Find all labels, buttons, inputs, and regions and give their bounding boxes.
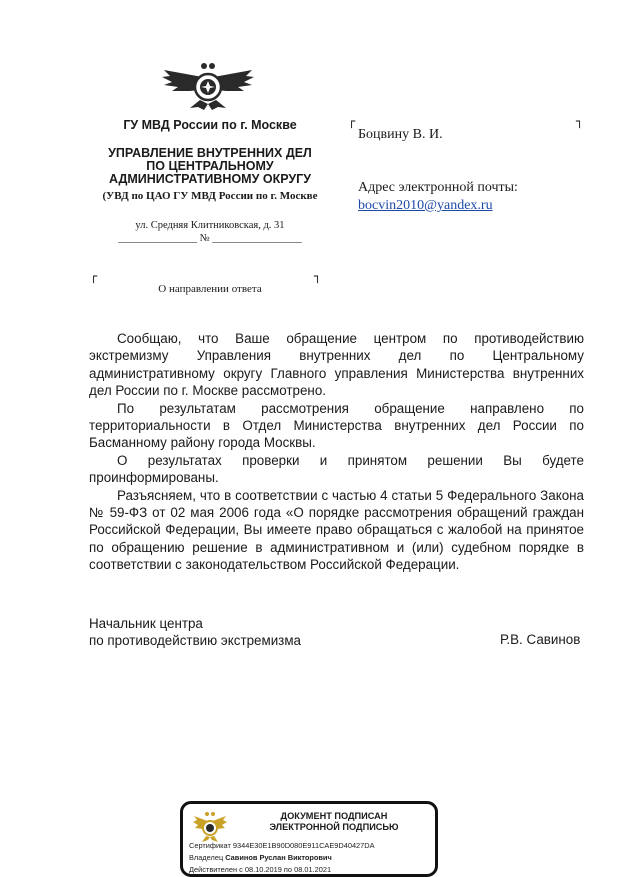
email-label: Адрес электронной почты:: [358, 180, 518, 195]
mvd-emblem: [160, 60, 256, 112]
stamp-title: [235, 811, 433, 833]
org-name: ГУ МВД России по г. Москве: [123, 118, 297, 132]
corner-mark-left: ┌: [90, 269, 98, 283]
recipient-email-link[interactable]: bocvin2010@yandex.ru: [358, 198, 493, 213]
signer-position-line: по противодействию экстремизма: [89, 633, 301, 649]
electronic-signature-stamp: [180, 801, 438, 877]
body-paragraph: О результатах проверки и принятом решении Вы будете проинформированы.: [89, 452, 584, 486]
eagle-emblem-icon: [193, 810, 227, 844]
stamp-certificate: [189, 841, 375, 850]
letter-subject: О направлении ответа: [158, 283, 262, 295]
stamp-validity: [189, 865, 331, 874]
signer-position: [89, 615, 301, 650]
signer-position-line: Начальник центра: [89, 616, 203, 631]
corner-mark-right: ┐: [314, 269, 322, 283]
department-short-name: (УВД по ЦАО ГУ МВД России по г. Москве: [102, 190, 318, 202]
body-paragraph: По результатам рассмотрения обращение направлено по территориальности в Отдел Министерства внутренних дел России по Басманному району города Москвы.: [89, 400, 584, 451]
stamp-cert-value: 9344E30E1B90D080E911CAE9D40427DA: [232, 841, 375, 850]
department-line: УПРАВЛЕНИЕ ВНУТРЕННИХ ДЕЛ: [108, 146, 312, 160]
corner-mark-left: ┌: [348, 114, 356, 128]
department-line: АДМИНИСТРАТИВНОМУ ОКРУГУ: [108, 172, 312, 186]
stamp-owner: [189, 853, 332, 862]
registration-line: _______________ № _________________: [118, 233, 302, 244]
signer-name: Р.В. Савинов: [500, 632, 581, 647]
stamp-title-line: ЭЛЕКТРОННОЙ ПОДПИСЬЮ: [269, 822, 399, 832]
eagle-emblem-icon: [160, 60, 256, 112]
body-paragraph: Разъясняем, что в соответствии с частью 4 статьи 5 Федерального Закона № 59-ФЗ от 02 мая 2006 года «О порядке рассмотрения обращений граждан Российской Федерации, Вы имеете право обращаться с жалобой на принятое по обращению решение в административном и (или) судебном порядке в соответствии с законодательством Российской Федерации.: [89, 487, 584, 573]
stamp-emblem: [193, 810, 227, 844]
stamp-title-line: ДОКУМЕНТ ПОДПИСАН: [280, 811, 388, 821]
stamp-owner-label: Владелец: [189, 853, 224, 862]
recipient-name: Боцвину В. И.: [358, 127, 443, 142]
department-line: ПО ЦЕНТРАЛЬНОМУ: [146, 159, 274, 173]
corner-mark-right: ┐: [576, 114, 584, 128]
letter-body: [89, 330, 584, 574]
stamp-valid-value: с 08.10.2019 по 08.01.2021: [239, 865, 332, 874]
stamp-cert-label: Сертификат: [189, 841, 231, 850]
department-title: [80, 147, 340, 186]
stamp-owner-value: Савинов Руслан Викторович: [225, 853, 332, 862]
stamp-valid-label: Действителен: [189, 865, 238, 874]
body-paragraph: Сообщаю, что Ваше обращение центром по противодействию экстремизму Управления внутренних дел по Центральному административному округу Главного управления Министерства внутренних дел России по г. Москве рассмотрено.: [89, 331, 584, 399]
org-address: ул. Средняя Клитниковская, д. 31: [135, 220, 285, 231]
